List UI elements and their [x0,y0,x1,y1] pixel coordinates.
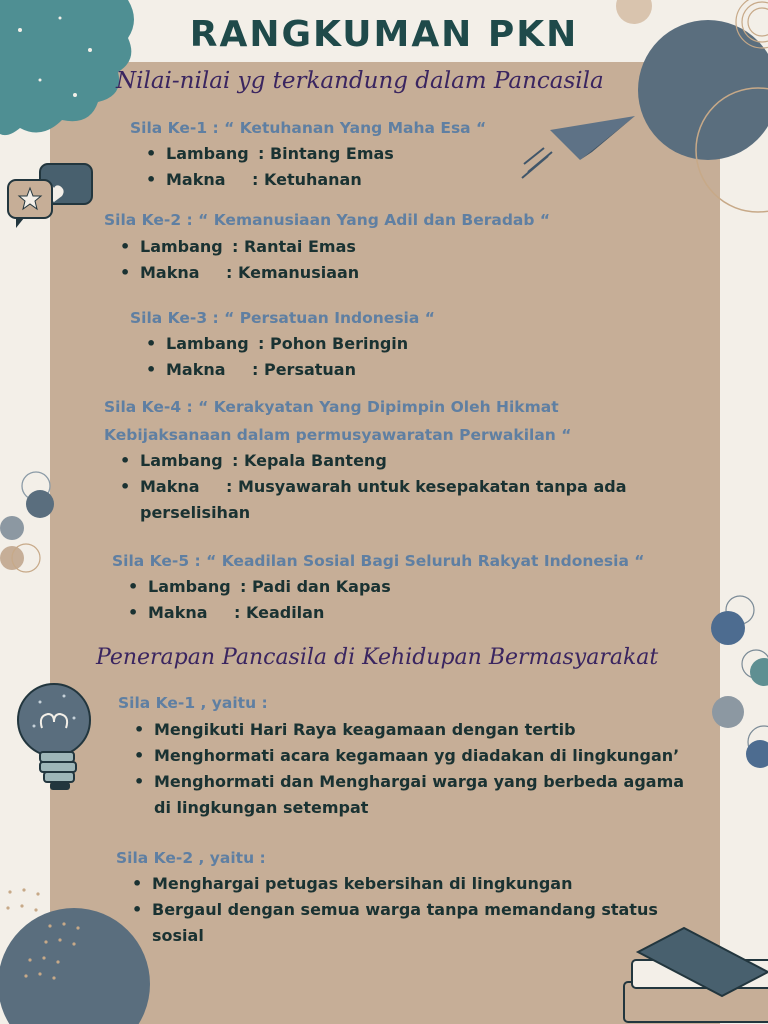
sila-4-list [116,448,627,526]
list-item: • Lambang : Padi dan Kapas [148,574,391,600]
dot-decorations-left [0,468,60,578]
sila-3-list [142,331,408,383]
list-item: • Lambang : Kepala Banteng [140,448,627,474]
list-item: • Makna : Keadilan [148,600,391,626]
sila-5-title: Sila Ke-5 : “ Keadilan Sosial Bagi Seluruh Rakyat Indonesia “ [112,552,645,570]
list-item-continuation: perselisihan [140,503,251,522]
sila-1-title: Sila Ke-1 : “ Ketuhanan Yang Maha Esa “ [130,119,487,137]
list-item: • Lambang : Pohon Beringin [166,331,408,357]
list-item-continuation: sosial [152,926,204,945]
list-item: • Makna : Ketuhanan [166,167,394,193]
application-sila-1-list [130,717,684,821]
list-item: • Mengikuti Hari Raya keagamaan dengan tertib [154,717,684,743]
chat-bubbles-icon [4,162,96,232]
lightbulb-icon [12,680,102,796]
sila-5-list [124,574,391,626]
list-item-continuation: di lingkungan setempat [154,798,369,817]
sila-4-title: Sila Ke-4 : “ Kerakyatan Yang Dipimpin Oleh Hikmat Kebijaksanaan dalam permusyawaratan Perwakilan “ [104,398,572,444]
paper-plane-icon [520,112,640,184]
list-item: • Menghormati dan Menghargai warga yang berbeda agama [154,769,684,795]
page-title: RANGKUMAN PKN [189,14,579,55]
sila-2-title: Sila Ke-2 : “ Kemanusiaan Yang Adil dan Beradab “ [104,211,551,229]
application-sila-2-title: Sila Ke-2 , yaitu : [116,849,266,867]
list-item: • Bergaul dengan semua warga tanpa memandang status [152,897,658,923]
section-heading-values: Nilai-nilai yg terkandung dalam Pancasila [116,68,604,94]
list-item: • Lambang : Rantai Emas [140,234,359,260]
sila-3-title: Sila Ke-3 : “ Persatuan Indonesia “ [130,309,435,327]
dot-decorations-right [704,594,768,774]
application-sila-2-list [128,871,658,949]
sila-1-list [142,141,394,193]
list-item: • Menghormati acara kegamaan yg diadakan di lingkungan’ [154,743,684,769]
list-item: • Menghargai petugas kebersihan di lingkungan [152,871,658,897]
list-item: • Makna : Kemanusiaan [140,260,359,286]
list-item: • Makna : Musyawarah untuk kesepakatan tanpa ada [140,474,627,500]
list-item: • Makna : Persatuan [166,357,408,383]
section-heading-application: Penerapan Pancasila di Kehidupan Bermasyarakat [96,645,659,670]
list-item: • Lambang : Bintang Emas [166,141,394,167]
application-sila-1-title: Sila Ke-1 , yaitu : [118,694,268,712]
sila-2-list [116,234,359,286]
